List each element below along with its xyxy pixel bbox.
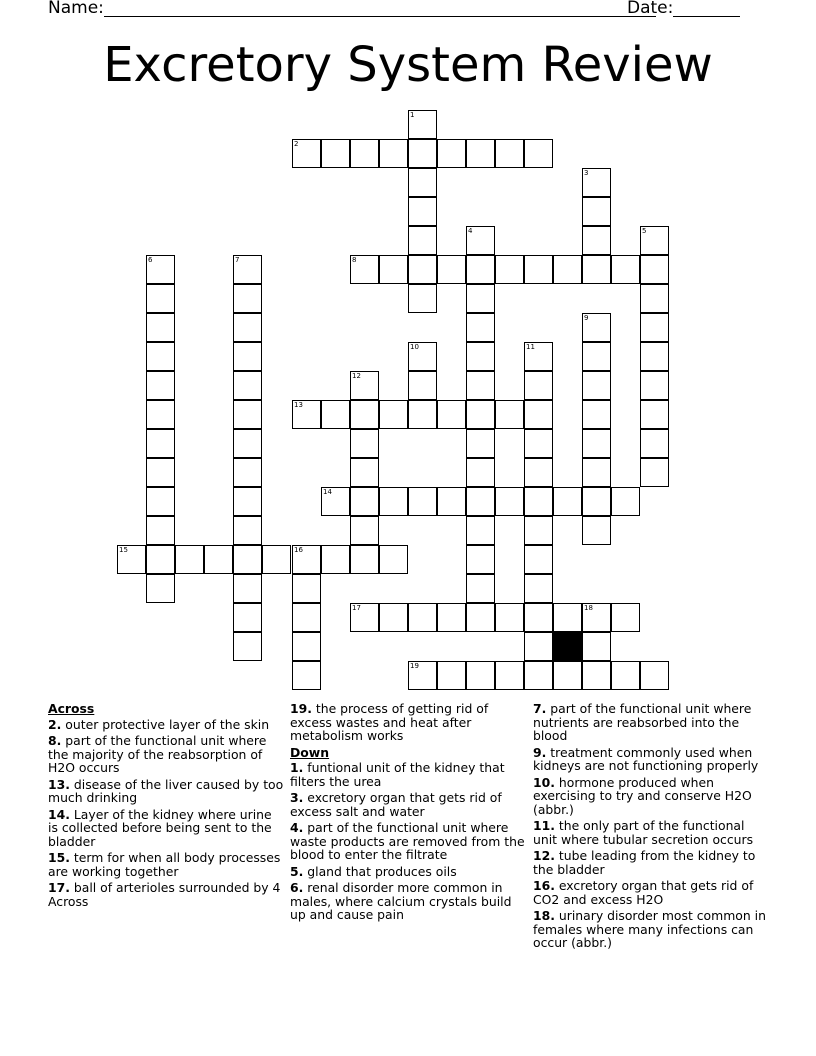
crossword-cell[interactable] xyxy=(582,168,611,197)
clue-item xyxy=(290,761,526,788)
crossword-cell[interactable] xyxy=(582,603,611,632)
crossword-cell[interactable] xyxy=(437,661,466,690)
across-heading: Across xyxy=(48,701,95,716)
crossword-cell[interactable] xyxy=(233,632,262,661)
crossword-cell[interactable] xyxy=(582,197,611,226)
clue-number: 19 xyxy=(410,662,419,670)
crossword-cell[interactable] xyxy=(582,632,611,661)
crossword-cell[interactable] xyxy=(350,371,379,400)
clue-item-text: funtional unit of the kidney that filters the urea xyxy=(290,760,505,789)
crossword-cell[interactable] xyxy=(495,255,524,284)
crossword-cell[interactable] xyxy=(495,139,524,168)
crossword-cell[interactable] xyxy=(640,313,669,342)
crossword-cell[interactable] xyxy=(466,545,495,574)
clue-item xyxy=(48,808,284,849)
crossword-cell[interactable] xyxy=(233,400,262,429)
crossword-cell[interactable] xyxy=(466,603,495,632)
crossword-cell[interactable] xyxy=(640,400,669,429)
crossword-cell[interactable] xyxy=(466,516,495,545)
clue-item xyxy=(533,909,769,950)
crossword-cell[interactable] xyxy=(408,342,437,371)
crossword-cell[interactable] xyxy=(350,429,379,458)
clue-number: 1 xyxy=(410,111,415,119)
crossword-cell[interactable] xyxy=(640,284,669,313)
crossword-cell[interactable] xyxy=(640,661,669,690)
crossword-cell[interactable] xyxy=(233,574,262,603)
clue-item-text: part of the functional unit where waste products are removed from the blood to enter the filtrate xyxy=(290,820,525,862)
clue-item xyxy=(48,881,284,908)
clue-item xyxy=(533,849,769,876)
clue-number: 18 xyxy=(584,604,593,612)
clue-number: 11 xyxy=(526,343,535,351)
clue-item-number: 2. xyxy=(48,716,62,732)
crossword-cell[interactable] xyxy=(379,487,408,516)
crossword-cell[interactable] xyxy=(292,400,321,429)
crossword-cell[interactable] xyxy=(146,429,175,458)
crossword-cell[interactable] xyxy=(524,255,553,284)
clue-item-text: excretory organ that gets rid of excess salt and water xyxy=(290,790,502,819)
down-heading: Down xyxy=(290,744,330,760)
crossword-cell[interactable] xyxy=(466,284,495,313)
clue-item-number: 3. xyxy=(290,790,304,805)
clue-number: 8 xyxy=(352,256,357,264)
crossword-cell[interactable] xyxy=(292,632,321,661)
clue-item xyxy=(533,702,769,743)
crossword-cell[interactable] xyxy=(350,400,379,429)
crossword-cell[interactable] xyxy=(292,545,321,574)
crossword-cell[interactable] xyxy=(117,545,146,574)
crossword-cell[interactable] xyxy=(408,487,437,516)
clue-item xyxy=(290,702,526,743)
crossword-cell[interactable] xyxy=(292,603,321,632)
crossword-cell[interactable] xyxy=(582,400,611,429)
clue-item-text: ball of arterioles surrounded by 4 Across xyxy=(48,880,281,909)
clue-item-number: 4. xyxy=(290,820,304,835)
crossword-cell[interactable] xyxy=(408,284,437,313)
clue-item-text: disease of the liver caused by too much drinking xyxy=(48,776,284,805)
crossword-cell[interactable] xyxy=(379,400,408,429)
crossword-cell[interactable] xyxy=(611,255,640,284)
clue-item-number: 5. xyxy=(290,863,304,879)
crossword-cell[interactable] xyxy=(582,255,611,284)
crossword-cell[interactable] xyxy=(524,545,553,574)
crossword-cell[interactable] xyxy=(466,400,495,429)
crossword-cell[interactable] xyxy=(582,661,611,690)
crossword-cell[interactable] xyxy=(466,429,495,458)
clue-item-text: excretory organ that gets rid of CO2 and excess H2O xyxy=(533,878,754,907)
clue-item-number: 15. xyxy=(48,850,70,865)
clue-item-number: 7. xyxy=(533,701,547,716)
crossword-cell[interactable] xyxy=(233,458,262,487)
crossword-cell[interactable] xyxy=(262,545,291,574)
crossword-cell[interactable] xyxy=(466,313,495,342)
clue-item xyxy=(48,718,284,732)
clue-item xyxy=(48,734,284,775)
crossword-cell[interactable] xyxy=(408,197,437,226)
clue-item-text: term for when all body processes are working together xyxy=(48,850,281,879)
crossword-cell[interactable] xyxy=(524,400,553,429)
clue-number: 3 xyxy=(584,169,589,177)
crossword-cell[interactable] xyxy=(233,487,262,516)
clue-number: 2 xyxy=(294,140,299,148)
crossword-cell[interactable] xyxy=(524,371,553,400)
clue-item xyxy=(48,851,284,878)
name-label: Name: xyxy=(48,0,104,18)
crossword-cell[interactable] xyxy=(582,342,611,371)
clues-column-3 xyxy=(533,702,769,953)
crossword-cell[interactable] xyxy=(640,255,669,284)
crossword-cell[interactable] xyxy=(524,429,553,458)
clue-item-text: part of the functional unit where the majority of the reabsorption of H2O occurs xyxy=(48,733,267,775)
crossword-cell[interactable] xyxy=(611,487,640,516)
crossword-cell[interactable] xyxy=(321,139,350,168)
crossword-cell[interactable] xyxy=(175,545,204,574)
clue-item xyxy=(290,881,526,922)
clue-item xyxy=(48,778,284,805)
clue-item-number: 12. xyxy=(533,848,555,863)
clue-number: 4 xyxy=(468,227,473,235)
crossword-cell[interactable] xyxy=(553,603,582,632)
crossword-cell[interactable] xyxy=(640,342,669,371)
crossword-cell[interactable] xyxy=(146,342,175,371)
crossword-cell[interactable] xyxy=(495,603,524,632)
clue-item-text: hormone produced when exercising to try and conserve H2O (abbr.) xyxy=(533,774,752,817)
crossword-cell[interactable] xyxy=(233,429,262,458)
crossword-cell[interactable] xyxy=(582,313,611,342)
crossword-cell[interactable] xyxy=(408,661,437,690)
crossword-cell[interactable] xyxy=(640,429,669,458)
clue-item xyxy=(290,791,526,818)
crossword-cell[interactable] xyxy=(553,255,582,284)
crossword-cell[interactable] xyxy=(582,458,611,487)
crossword-cell[interactable] xyxy=(146,574,175,603)
clue-item-number: 13. xyxy=(48,776,70,792)
clue-number: 7 xyxy=(235,256,240,264)
crossword-cell[interactable] xyxy=(292,661,321,690)
crossword-cell[interactable] xyxy=(408,226,437,255)
crossword-cell[interactable] xyxy=(524,342,553,371)
crossword-cell[interactable] xyxy=(408,371,437,400)
crossword-cell[interactable] xyxy=(146,516,175,545)
crossword-cell[interactable] xyxy=(408,168,437,197)
clues-column-1 xyxy=(48,702,284,911)
clue-item-text: gland that produces oils xyxy=(303,863,457,879)
crossword-cell[interactable] xyxy=(495,400,524,429)
crossword-cell[interactable] xyxy=(466,342,495,371)
crossword-cell[interactable] xyxy=(350,255,379,284)
crossword-cell[interactable] xyxy=(582,226,611,255)
crossword-cell[interactable] xyxy=(437,400,466,429)
crossword-cell[interactable] xyxy=(233,342,262,371)
clue-number: 14 xyxy=(323,488,332,496)
clue-item-text: renal disorder more common in males, where calcium crystals build up and cause pain xyxy=(290,880,512,922)
clue-item-text: the process of getting rid of excess wastes and heat after metabolism works xyxy=(290,701,489,743)
crossword-cell[interactable] xyxy=(611,603,640,632)
crossword-cell[interactable] xyxy=(350,516,379,545)
crossword-cell[interactable] xyxy=(350,139,379,168)
crossword-cell[interactable] xyxy=(233,313,262,342)
clue-number: 17 xyxy=(352,604,361,612)
crossword-cell[interactable] xyxy=(524,487,553,516)
clue-item xyxy=(533,776,769,817)
clue-item-number: 8. xyxy=(48,733,62,748)
date-label: Date: xyxy=(627,0,674,18)
clue-item-number: 1. xyxy=(290,760,304,775)
crossword-cell[interactable] xyxy=(640,458,669,487)
crossword-cell[interactable] xyxy=(146,400,175,429)
clue-item-text: treatment commonly used when kidneys are not functioning properly xyxy=(533,744,759,773)
crossword-cell[interactable] xyxy=(582,371,611,400)
crossword-cell[interactable] xyxy=(553,487,582,516)
crossword-cell[interactable] xyxy=(524,516,553,545)
crossword-cell[interactable] xyxy=(553,661,582,690)
crossword-cell[interactable] xyxy=(408,139,437,168)
crossword-cell[interactable] xyxy=(379,603,408,632)
clue-item-number: 9. xyxy=(533,744,547,760)
crossword-cell[interactable] xyxy=(582,429,611,458)
crossword-cell[interactable] xyxy=(408,110,437,139)
crossword-block xyxy=(553,632,582,661)
crossword-cell[interactable] xyxy=(321,545,350,574)
crossword-cell[interactable] xyxy=(640,371,669,400)
clue-number: 6 xyxy=(148,256,153,264)
crossword-cell[interactable] xyxy=(233,516,262,545)
crossword-cell[interactable] xyxy=(466,458,495,487)
clue-item-number: 16. xyxy=(533,878,555,893)
clue-number: 12 xyxy=(352,372,361,380)
crossword-cell[interactable] xyxy=(524,139,553,168)
crossword-cell[interactable] xyxy=(146,255,175,284)
crossword-cell[interactable] xyxy=(466,574,495,603)
crossword-cell[interactable] xyxy=(233,284,262,313)
clue-item-number: 11. xyxy=(533,818,555,833)
clue-item xyxy=(533,879,769,906)
crossword-cell[interactable] xyxy=(437,603,466,632)
crossword-cell[interactable] xyxy=(408,255,437,284)
crossword-cell[interactable] xyxy=(379,255,408,284)
crossword-cell[interactable] xyxy=(466,661,495,690)
crossword-cell[interactable] xyxy=(408,400,437,429)
clue-number: 15 xyxy=(119,546,128,554)
clue-item xyxy=(290,865,526,879)
crossword-cell[interactable] xyxy=(437,139,466,168)
clue-item xyxy=(533,819,769,846)
page-title: Excretory System Review xyxy=(103,37,713,93)
crossword-cell[interactable] xyxy=(321,487,350,516)
crossword-cell[interactable] xyxy=(321,400,350,429)
clue-item xyxy=(533,746,769,773)
crossword-cell[interactable] xyxy=(466,226,495,255)
crossword-cell[interactable] xyxy=(379,545,408,574)
crossword-cell[interactable] xyxy=(495,487,524,516)
crossword-cell[interactable] xyxy=(611,661,640,690)
crossword-cell[interactable] xyxy=(640,226,669,255)
crossword-cell[interactable] xyxy=(524,661,553,690)
clue-item-number: 14. xyxy=(48,806,70,822)
crossword-cell[interactable] xyxy=(233,255,262,284)
clue-item xyxy=(290,821,526,862)
clue-item-number: 19. xyxy=(290,701,312,716)
crossword-cell[interactable] xyxy=(437,255,466,284)
clue-item-text: the only part of the functional unit where tubular secretion occurs xyxy=(533,818,754,847)
clue-item-number: 10. xyxy=(533,774,555,790)
crossword-cell[interactable] xyxy=(233,545,262,574)
clue-item-text: outer protective layer of the skin xyxy=(61,716,270,732)
crossword-cell[interactable] xyxy=(582,487,611,516)
crossword-cell[interactable] xyxy=(466,139,495,168)
clue-item-text: part of the functional unit where nutrients are reabsorbed into the blood xyxy=(533,701,752,743)
crossword-cell[interactable] xyxy=(292,139,321,168)
clue-number: 10 xyxy=(410,343,419,351)
clues-column-2 xyxy=(290,702,526,925)
crossword-cell[interactable] xyxy=(146,284,175,313)
crossword-cell[interactable] xyxy=(524,632,553,661)
crossword-cell[interactable] xyxy=(495,661,524,690)
clue-number: 13 xyxy=(294,401,303,409)
crossword-cell[interactable] xyxy=(233,603,262,632)
crossword-cell[interactable] xyxy=(379,139,408,168)
crossword-cell[interactable] xyxy=(350,487,379,516)
clue-item-text: Layer of the kidney where urine is collected before being sent to the bladder xyxy=(48,806,272,849)
crossword-cell[interactable] xyxy=(466,487,495,516)
crossword-cell[interactable] xyxy=(582,516,611,545)
crossword-cell[interactable] xyxy=(146,458,175,487)
clue-item-number: 17. xyxy=(48,880,70,895)
crossword-cell[interactable] xyxy=(146,545,175,574)
clue-item-text: tube leading from the kidney to the bladder xyxy=(533,848,756,877)
clue-item-text: urinary disorder most common in females where many infections can occur (abbr.) xyxy=(533,908,766,950)
crossword-cell[interactable] xyxy=(350,458,379,487)
clue-number: 5 xyxy=(642,227,647,235)
crossword-cell[interactable] xyxy=(408,603,437,632)
crossword-cell[interactable] xyxy=(466,255,495,284)
crossword-cell[interactable] xyxy=(437,487,466,516)
crossword-cell[interactable] xyxy=(146,313,175,342)
crossword-cell[interactable] xyxy=(292,574,321,603)
clue-item-number: 18. xyxy=(533,908,555,923)
crossword-cell[interactable] xyxy=(524,574,553,603)
crossword-cell[interactable] xyxy=(146,371,175,400)
crossword-cell[interactable] xyxy=(350,603,379,632)
clue-number: 16 xyxy=(294,546,303,554)
clue-item-number: 6. xyxy=(290,880,304,895)
crossword-cell[interactable] xyxy=(146,487,175,516)
crossword-cell[interactable] xyxy=(466,371,495,400)
crossword-cell[interactable] xyxy=(524,458,553,487)
crossword-cell[interactable] xyxy=(204,545,233,574)
crossword-cell[interactable] xyxy=(524,603,553,632)
crossword-cell[interactable] xyxy=(233,371,262,400)
crossword-cell[interactable] xyxy=(350,545,379,574)
clue-number: 9 xyxy=(584,314,589,322)
